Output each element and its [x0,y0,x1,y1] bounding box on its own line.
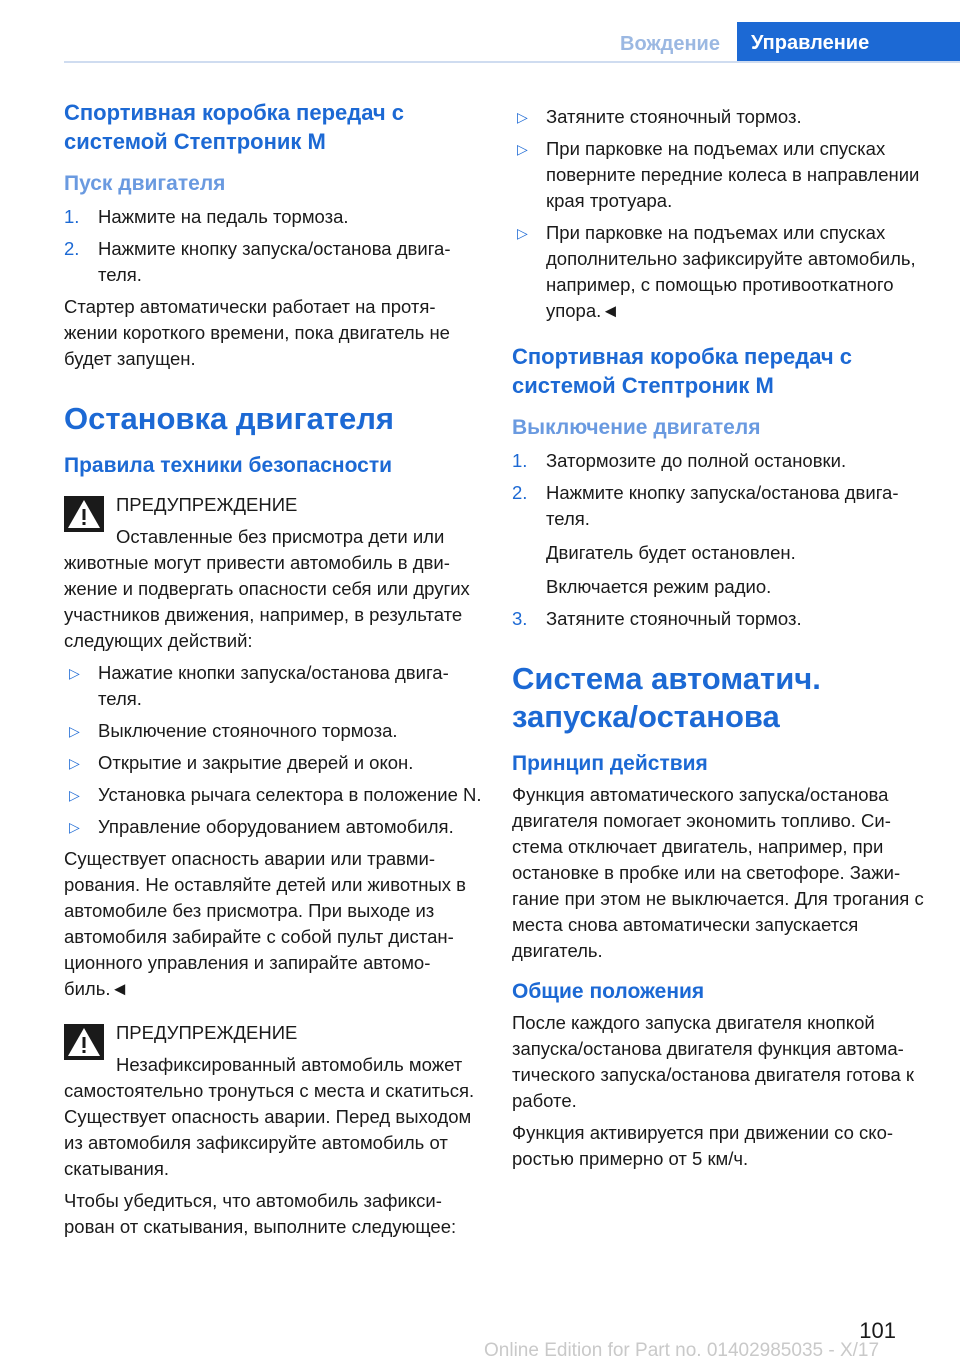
warning-text: Незафиксированный автомобиль может самостоятельно тронуться с места и скатиться. Существует опасность аварии. Перед выходом из автомобиля зафиксируйте автомобиль от скатывания. [64,1054,475,1179]
step-note: Включается режим радио. [546,576,772,597]
paragraph-principle: Функция автоматического запуска/останова двигателя помогает экономить топливо. Система отключает двигатель, например, при остановке в пробке или на светофоре. Зажигание при этом не выключается. Для трогания с места снова автоматически запускается двигатель. [512,784,924,961]
step-note: Двигатель будет остановлен. [546,542,796,563]
list-item-text: Управление оборудованием автомобиля. [98,816,454,837]
list-item [64,660,482,712]
list-item [512,104,928,130]
bullet-triangle-icon: ▷ [69,819,80,835]
page-number: 101 [859,1318,896,1343]
list-item [64,750,482,776]
step-number: 2. [512,482,528,503]
list-item [512,606,928,632]
bullet-triangle-icon: ▷ [69,755,80,771]
warning-icon [64,496,104,532]
header-divider [64,61,960,63]
paragraph-secure-vehicle: Чтобы убедиться, что автомобиль зафиксирован от скатывания, выполните следующее: [64,1190,457,1237]
list-item-text: Установка рычага селектора в положение N. [98,784,482,805]
subheading-engine-start: Пуск двигателя [64,172,226,195]
bullet-triangle-icon: ▷ [69,723,80,739]
warning-block [64,1020,482,1182]
step-number: 1. [64,206,80,227]
step-text: Нажмите кнопку запуска/останова двигателя. [98,238,451,285]
paragraph-accident-risk: Существует опасность аварии или травмирования. Не оставляйте детей или животных в автомобиле без присмотра. При выходе из автомобиля забирайте с собой пульт дистанционного управления и запирайте автомобиль.◄ [64,848,466,999]
bullet-triangle-icon: ▷ [69,787,80,803]
bullet-triangle-icon: ▷ [517,109,528,125]
step-text: Затяните стояночный тормоз. [546,608,802,629]
list-item [64,814,482,840]
right-column [512,98,928,1172]
page-header [0,0,960,62]
section-title-steptronic-stop: Спортивная коробка передач с системой Стептроник M [512,344,853,398]
step-number: 3. [512,608,528,629]
paragraph-starter: Стартер автоматически работает на протяжении короткого времени, пока двигатель не будет запущен. [64,296,450,369]
warning-text: Оставленные без присмотра дети или животные могут привести автомобиль в движение и подвергать опасности себя или других участников движения, например, в результате следующих действий: [64,526,470,651]
warning-title: ПРЕДУПРЕЖДЕНИЕ [116,494,298,515]
subheading-engine-off: Выключение двигателя [512,416,761,439]
paragraph-general-2: Функция активируется при движении со скоростью примерно от 5 км/ч. [512,1122,894,1169]
list-item [64,204,482,230]
subheading-principle: Принцип действия [512,752,708,775]
warning-title: ПРЕДУПРЕЖДЕНИЕ [116,1022,298,1043]
list-item [512,448,928,474]
list-item [512,220,928,324]
left-column [64,98,482,1240]
bullet-triangle-icon: ▷ [517,225,528,241]
subheading-general: Общие положения [512,980,705,1003]
warning-block [64,492,482,654]
header-tab-controls[interactable]: Управление [737,22,960,62]
chapter-title-engine-stop: Остановка двигателя [64,401,395,436]
bullet-triangle-icon: ▷ [517,141,528,157]
edition-line: Online Edition for Part no. 01402985035 - X/17 [484,1340,880,1361]
list-item [512,136,928,214]
warning-icon [64,1024,104,1060]
list-item-text: Открытие и закрытие дверей и окон. [98,752,414,773]
list-item-text: При парковке на подъемах или спусках поверните передние колеса в направлении края тротуара. [546,138,920,211]
list-item-text: Выключение стояночного тормоза. [98,720,398,741]
list-item-text: Затяните стояночный тормоз. [546,106,802,127]
header-tab-driving[interactable]: Вождение [620,33,720,55]
list-item [512,480,928,532]
list-item-text: Нажатие кнопки запуска/останова двигателя. [98,662,449,709]
list-item [64,718,482,744]
list-item [64,782,482,808]
step-number: 1. [512,450,528,471]
page-footer [0,1318,960,1362]
step-number: 2. [64,238,80,259]
list-item [64,236,482,288]
list-item-text: При парковке на подъемах или спусках дополнительно зафиксируйте автомобиль, например, с помощью противооткатного упора.◄ [546,222,916,321]
section-title-steptronic-start: Спортивная коробка передач с системой Стептроник M [64,100,405,154]
bullet-triangle-icon: ▷ [69,665,80,681]
paragraph-general-1: После каждого запуска двигателя кнопкой запуска/останова двигателя функция автоматического запуска/останова двигателя готова к работе. [512,1012,914,1111]
step-text: Затормозите до полной остановки. [546,450,847,471]
step-text: Нажмите кнопку запуска/останова двигателя. [546,482,899,529]
chapter-title-auto-start-stop: Система автоматич. запуска/останова [512,661,821,734]
step-text: Нажмите на педаль тормоза. [98,206,349,227]
subheading-safety: Правила техники безопасности [64,454,393,477]
